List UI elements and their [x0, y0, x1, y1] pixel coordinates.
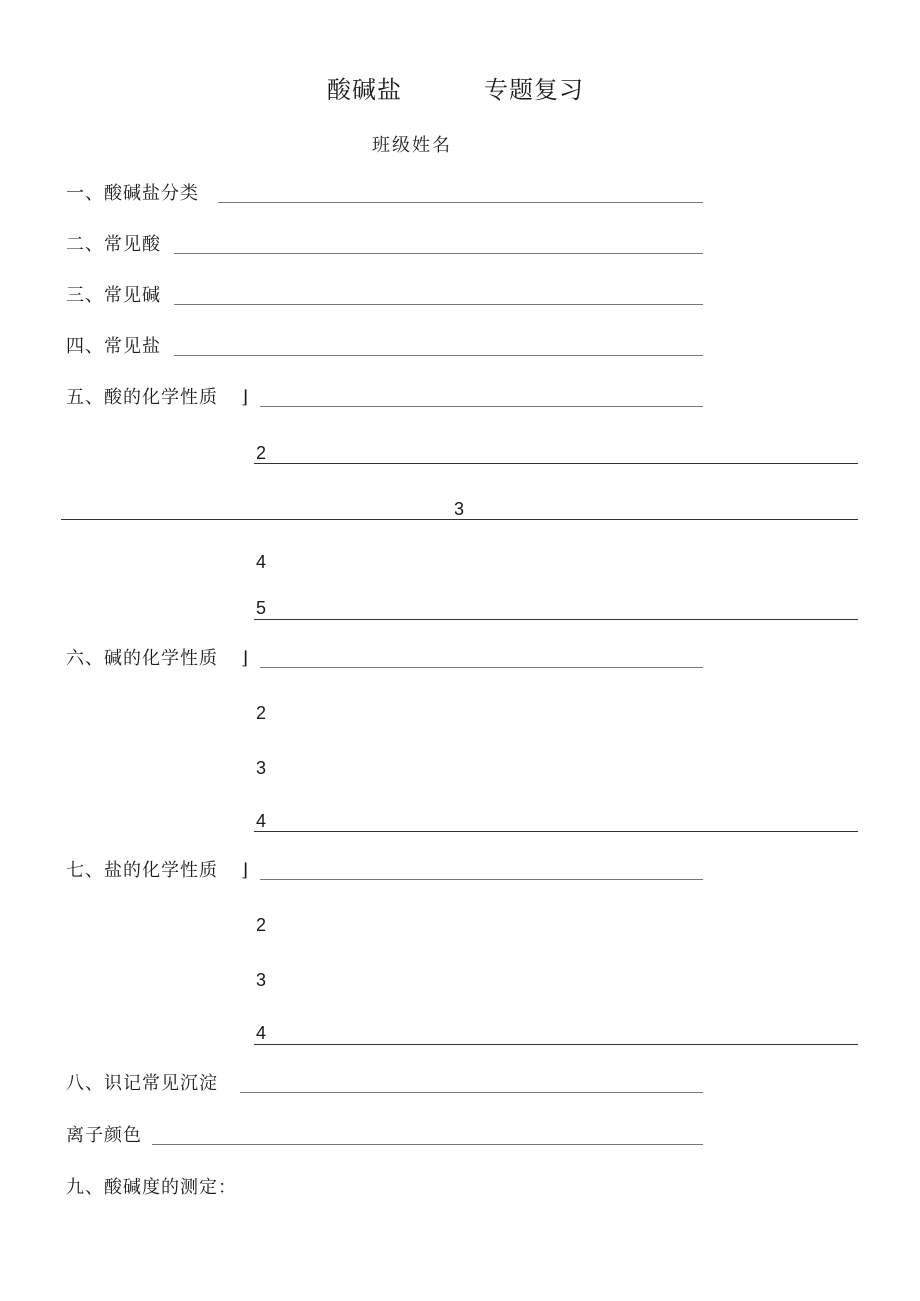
ion-color-blank[interactable] — [152, 1144, 703, 1145]
section-5-blank[interactable] — [260, 406, 703, 407]
bracket-mark: ⌋ — [241, 387, 250, 408]
section-3-blank[interactable] — [174, 304, 703, 305]
salt-item-4-line[interactable] — [254, 1044, 858, 1045]
section-4-label: 四、常见盐 — [66, 336, 161, 357]
bracket-mark: ⌋ — [241, 860, 250, 881]
section-1-label: 一、酸碱盐分类 — [66, 183, 199, 204]
title-review: 专题复习 — [484, 76, 584, 104]
section-7-blank[interactable] — [260, 879, 703, 880]
section-8-blank[interactable] — [240, 1092, 703, 1093]
section-7-label: 七、盐的化学性质 — [66, 860, 218, 881]
base-item-3: 3 — [256, 758, 267, 778]
section-9-label: 九、酸碱度的测定： — [66, 1177, 237, 1198]
salt-item-3: 3 — [256, 970, 267, 990]
section-8-label: 八、识记常见沉淀 — [66, 1073, 218, 1094]
acid-item-2-line[interactable] — [254, 463, 858, 464]
section-2-blank[interactable] — [174, 253, 703, 254]
title-topic: 酸碱盐 — [327, 76, 402, 104]
bracket-mark: ⌋ — [241, 648, 250, 669]
section-1-blank[interactable] — [218, 202, 703, 203]
base-item-4-line[interactable] — [254, 831, 858, 832]
acid-item-5: 5 — [256, 598, 267, 618]
salt-item-4: 4 — [256, 1023, 267, 1043]
section-6-blank[interactable] — [260, 667, 703, 668]
acid-item-3-line[interactable] — [61, 519, 858, 520]
section-5-label: 五、酸的化学性质 — [66, 387, 218, 408]
acid-item-4: 4 — [256, 552, 267, 572]
section-6-label: 六、碱的化学性质 — [66, 648, 218, 669]
base-item-2: 2 — [256, 703, 267, 723]
ion-color-label: 离子颜色 — [66, 1125, 142, 1146]
acid-item-5-line[interactable] — [254, 619, 858, 620]
section-2-label: 二、常见酸 — [66, 234, 161, 255]
base-item-4: 4 — [256, 811, 267, 831]
salt-item-2: 2 — [256, 915, 267, 935]
section-3-label: 三、常见碱 — [66, 285, 161, 306]
class-name-label: 班级姓名 — [372, 135, 452, 156]
acid-item-2: 2 — [256, 443, 267, 463]
section-4-blank[interactable] — [174, 355, 703, 356]
acid-item-3: 3 — [454, 499, 465, 519]
